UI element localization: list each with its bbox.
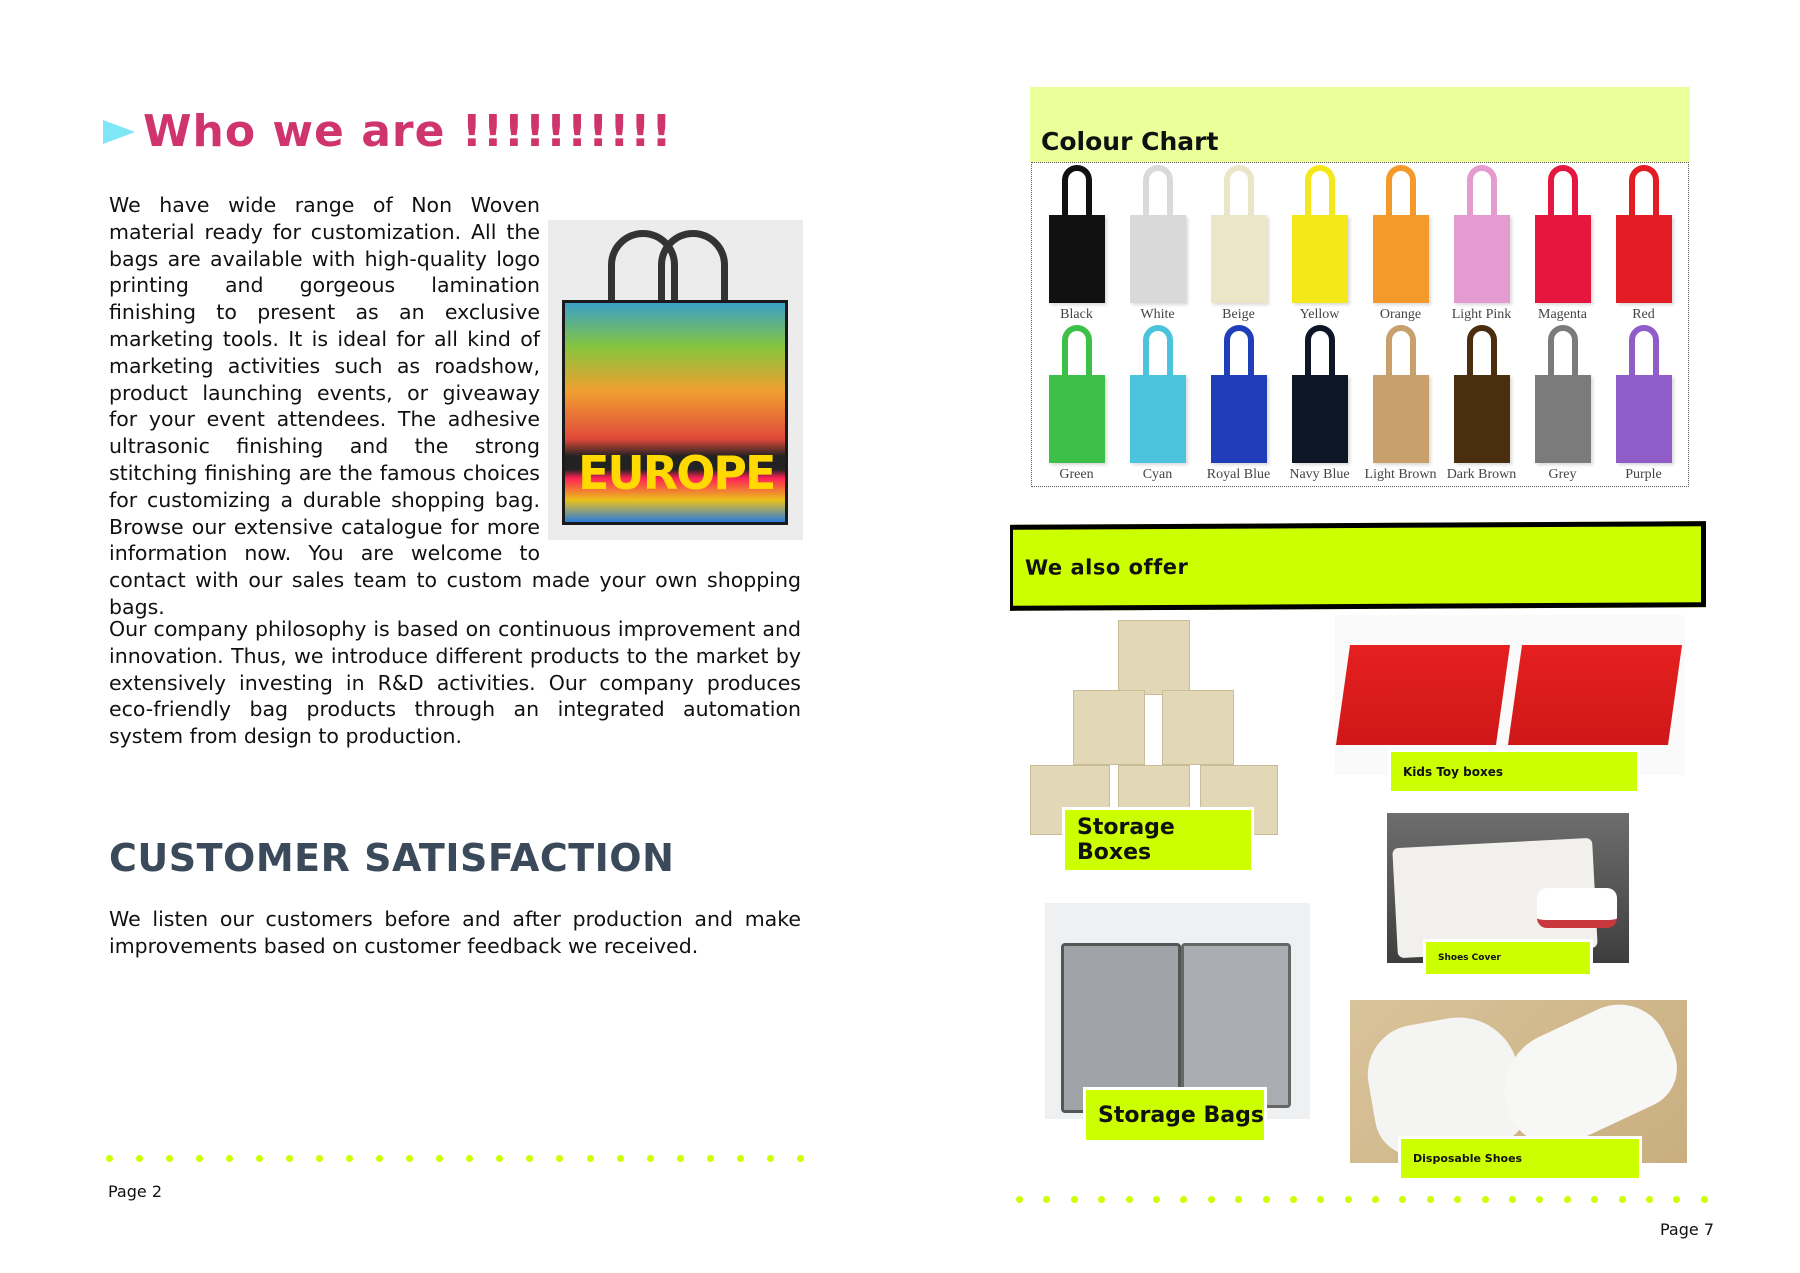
colour-name: Orange [1379, 307, 1422, 322]
bag-handle [1143, 165, 1173, 221]
divider-dot [677, 1155, 684, 1162]
divider-dot [1427, 1196, 1434, 1203]
bag-handle [1548, 165, 1578, 221]
divider-dot [136, 1155, 143, 1162]
divider-dot [1673, 1196, 1680, 1203]
dotted-divider [1016, 1196, 1708, 1203]
bag-body [1373, 215, 1429, 303]
colour-swatch-bag [1522, 325, 1603, 485]
divider-dot [1098, 1196, 1105, 1203]
triangle-bullet-icon [103, 120, 135, 144]
page-number-right: Page 7 [1660, 1220, 1714, 1239]
we-also-offer-title: We also offer [1025, 554, 1189, 580]
divider-dot [1372, 1196, 1379, 1203]
bag-body [1211, 215, 1267, 303]
divider-dot [1043, 1196, 1050, 1203]
intro-paragraph: We have wide range of Non Woven material ready for customization. All the bags are available with high-quality logo printing and gorgeous lamination finishing to present as an exclusive marketing tools. It is ideal for all kind of marketing activities such as roadshow, product launching events, or giveaway for your event attendees. The adhesive ultrasonic finishing and the strong stitching finishing are the famous choices for customizing a durable shopping bag. Browse our extensive catalogue for more information now. You are welcome to contact with our sales team to custom made your own shopping bags. [109, 193, 801, 619]
divider-dot [1153, 1196, 1160, 1203]
bag-handle [1467, 325, 1497, 381]
divider-dot [1016, 1196, 1023, 1203]
colour-name: Cyan [1142, 466, 1173, 482]
bag-body [1454, 375, 1510, 463]
colour-name: Red [1632, 307, 1655, 322]
divider-dot [1345, 1196, 1352, 1203]
divider-dot [436, 1155, 443, 1162]
intro-section [109, 192, 801, 621]
divider-dot [556, 1155, 563, 1162]
colour-swatch-bag [1441, 325, 1522, 485]
divider-dot [1235, 1196, 1242, 1203]
bag-print-text: EUROPE [578, 446, 775, 500]
colour-chart-header [1030, 87, 1690, 162]
colour-swatch-bag [1603, 325, 1684, 485]
divider-dot [166, 1155, 173, 1162]
colour-swatch-bag [1117, 165, 1198, 325]
page-number-left: Page 2 [108, 1182, 162, 1201]
colour-name: Navy Blue [1289, 466, 1350, 482]
bag-handle [1224, 325, 1254, 381]
divider-dot [406, 1155, 413, 1162]
divider-dot [1290, 1196, 1297, 1203]
divider-dot [196, 1155, 203, 1162]
divider-dot [1399, 1196, 1406, 1203]
colour-swatch-bag [1360, 165, 1441, 325]
colour-swatch-bag [1279, 325, 1360, 485]
bag-body [1616, 375, 1672, 463]
divider-dot [1126, 1196, 1133, 1203]
divider-dot [617, 1155, 624, 1162]
bag-body [1130, 215, 1186, 303]
colour-name: Light Brown [1364, 466, 1437, 482]
divider-dot [797, 1155, 804, 1162]
bag-body [1049, 215, 1105, 303]
divider-dot [1180, 1196, 1187, 1203]
divider-dot [587, 1155, 594, 1162]
colour-swatch-bag [1036, 325, 1117, 485]
divider-dot [346, 1155, 353, 1162]
divider-dot [526, 1155, 533, 1162]
bag-body [1535, 215, 1591, 303]
colour-swatch-bag [1117, 325, 1198, 485]
divider-dot [1263, 1196, 1270, 1203]
colour-name: Light Pink [1451, 307, 1512, 322]
divider-dot [1701, 1196, 1708, 1203]
bag-handle [1305, 165, 1335, 221]
colour-swatch-bag [1522, 165, 1603, 325]
europe-bag-image [548, 220, 803, 540]
bag-body [1049, 375, 1105, 463]
bag-handle [1386, 165, 1416, 221]
bag-body [1211, 375, 1267, 463]
divider-dot [1317, 1196, 1324, 1203]
philosophy-paragraph: Our company philosophy is based on continuous improvement and innovation. Thus, we introduce different products to the market by extensively investing in R&D activities. Our company produces eco-friendly bag products through an integrated automation system from design to production. [109, 617, 801, 749]
divider-dot [1536, 1196, 1543, 1203]
kids-toy-boxes-label: Kids Toy boxes [1388, 749, 1640, 794]
colour-swatch-bag [1198, 325, 1279, 485]
colour-swatch-bag [1603, 165, 1684, 325]
storage-boxes-label: Storage Boxes [1062, 807, 1254, 873]
divider-dot [1564, 1196, 1571, 1203]
colour-swatch-bag [1279, 165, 1360, 325]
divider-dot [1482, 1196, 1489, 1203]
colour-swatch-bag [1360, 325, 1441, 485]
bag-body [1292, 215, 1348, 303]
bag-handle [1467, 165, 1497, 221]
divider-dot [106, 1155, 113, 1162]
storage-bags-label: Storage Bags [1083, 1087, 1267, 1143]
colour-chart-grid [1031, 162, 1689, 487]
colour-name: Royal Blue [1206, 466, 1271, 482]
shoes-cover-label: Shoes Cover [1423, 939, 1593, 977]
colour-name: Magenta [1538, 307, 1587, 322]
divider-dot [286, 1155, 293, 1162]
bag-body [1535, 375, 1591, 463]
divider-dot [767, 1155, 774, 1162]
colour-name: White [1140, 307, 1175, 322]
bag-handle [1629, 165, 1659, 221]
bag-handle [1386, 325, 1416, 381]
colour-swatch-bag [1198, 165, 1279, 325]
customer-satisfaction-paragraph: We listen our customers before and after production and make improvements based on customer feedback we received. [109, 907, 801, 958]
divider-dot [466, 1155, 473, 1162]
bag-body [1454, 215, 1510, 303]
divider-dot [1619, 1196, 1626, 1203]
bag-body [1373, 375, 1429, 463]
bag-handle [1062, 325, 1092, 381]
colour-name: Grey [1548, 466, 1577, 482]
divider-dot [1646, 1196, 1653, 1203]
bag-handle [1224, 165, 1254, 221]
divider-dot [1509, 1196, 1516, 1203]
bag-body [1130, 375, 1186, 463]
customer-satisfaction-heading: CUSTOMER SATISFACTION [109, 836, 675, 880]
who-we-are-title: Who we are !!!!!!!!!! [143, 106, 673, 157]
colour-name: Purple [1625, 466, 1662, 482]
colour-name: Beige [1222, 307, 1255, 322]
divider-dot [496, 1155, 503, 1162]
bag-body [1292, 375, 1348, 463]
divider-dot [1454, 1196, 1461, 1203]
colour-swatch-bag [1036, 165, 1117, 325]
colour-chart-title: Colour Chart [1041, 127, 1219, 156]
bag-handle [1143, 325, 1173, 381]
we-also-offer-banner [1010, 521, 1706, 611]
colour-swatch-bag [1441, 165, 1522, 325]
divider-dot [647, 1155, 654, 1162]
colour-name: Black [1060, 307, 1093, 322]
colour-name: Green [1059, 466, 1094, 482]
divider-dot [1208, 1196, 1215, 1203]
divider-dot [316, 1155, 323, 1162]
divider-dot [707, 1155, 714, 1162]
bag-handle [1305, 325, 1335, 381]
divider-dot [1591, 1196, 1598, 1203]
divider-dot [737, 1155, 744, 1162]
colour-name: Dark Brown [1446, 466, 1517, 482]
bag-handle [1548, 325, 1578, 381]
divider-dot [1071, 1196, 1078, 1203]
divider-dot [376, 1155, 383, 1162]
divider-dot [226, 1155, 233, 1162]
bag-body [1616, 215, 1672, 303]
bag-handle [1062, 165, 1092, 221]
divider-dot [256, 1155, 263, 1162]
who-we-are-heading [103, 106, 672, 157]
colour-name: Yellow [1299, 307, 1340, 322]
disposable-shoes-label: Disposable Shoes [1398, 1136, 1642, 1181]
bag-handle [1629, 325, 1659, 381]
dotted-divider [106, 1155, 804, 1162]
